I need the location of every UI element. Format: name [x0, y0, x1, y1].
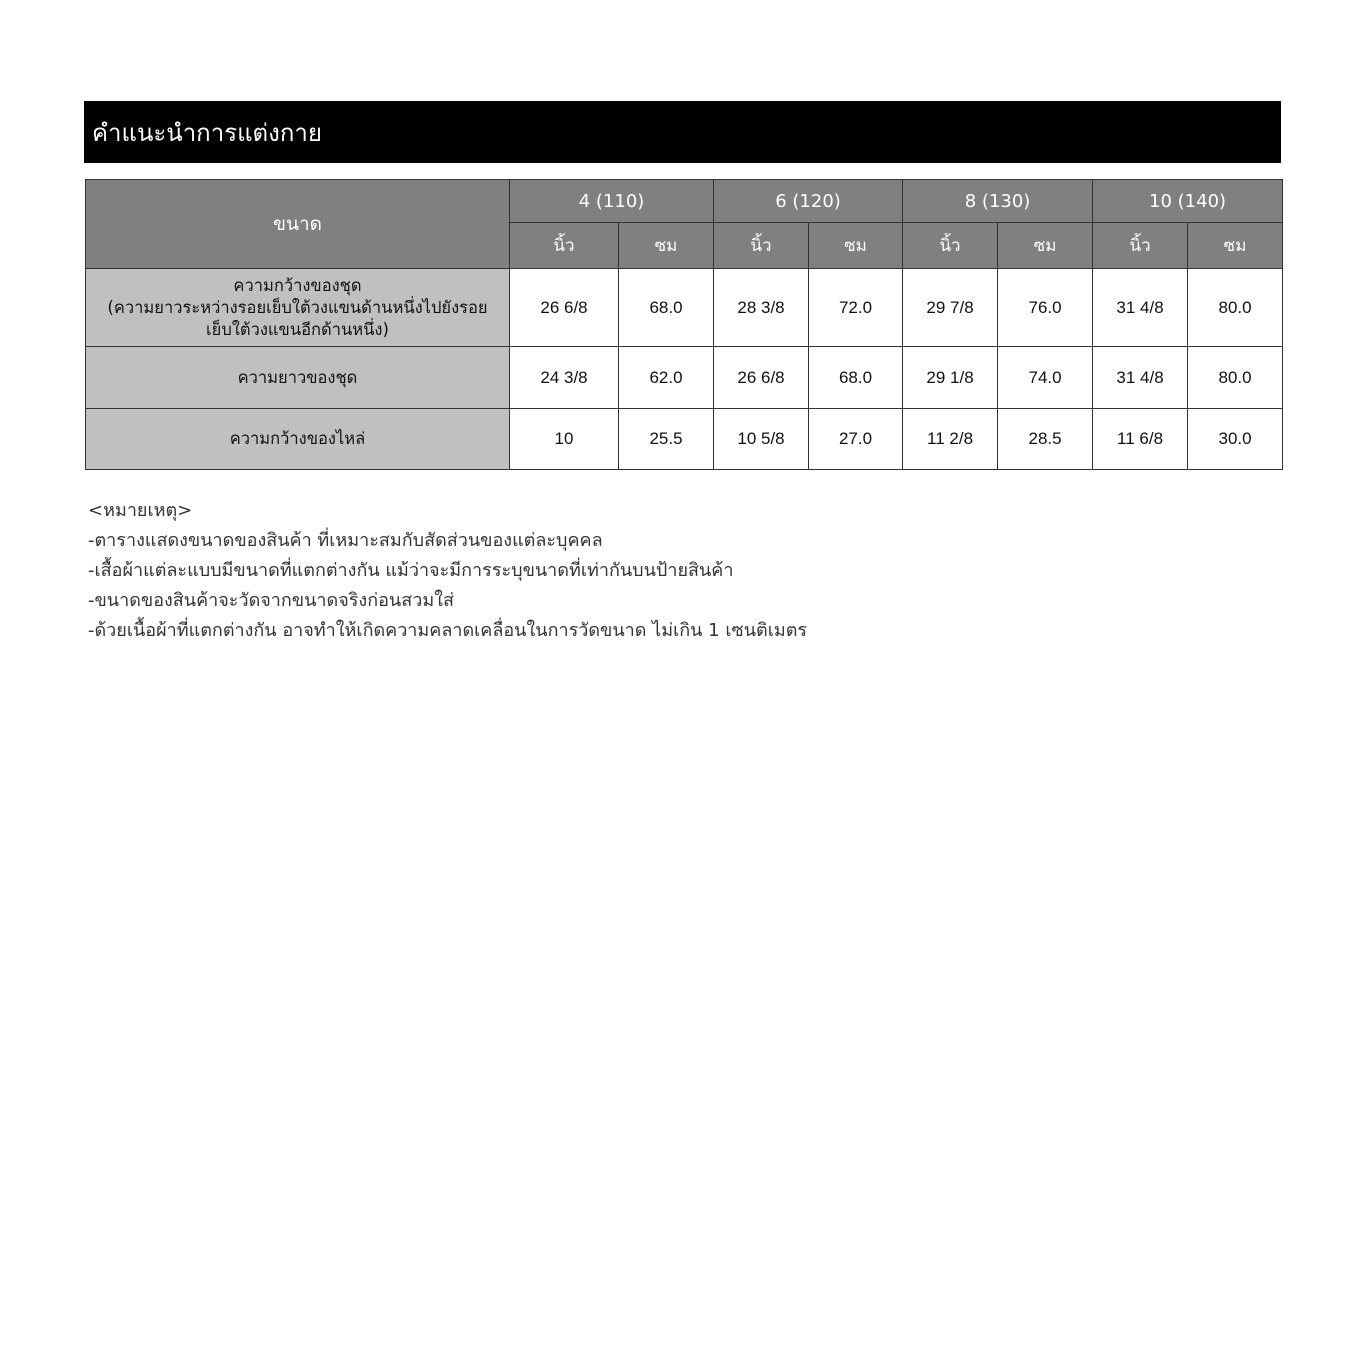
table-cell: 30.0 [1188, 409, 1283, 470]
unit-inch-header: นิ้ว [903, 223, 998, 269]
size-group-header: 10 (140) [1093, 180, 1283, 223]
row-label-dress-width [86, 269, 510, 347]
table-cell: 11 2/8 [903, 409, 998, 470]
table-cell: 10 [510, 409, 619, 470]
table-cell: 28.5 [998, 409, 1093, 470]
notes-heading: <หมายเหตุ> [88, 500, 193, 521]
table-cell: 80.0 [1188, 347, 1283, 409]
unit-cm-header: ซม [809, 223, 903, 269]
size-group-header: 4 (110) [510, 180, 714, 223]
table-cell: 29 1/8 [903, 347, 998, 409]
notes-section [88, 496, 1268, 646]
note-line: -เสื้อผ้าแต่ละแบบมีขนาดที่แตกต่างกัน แม้ว่าจะมีการระบุขนาดที่เท่ากันบนป้ายสินค้า [88, 560, 734, 581]
row-label-line: เย็บใต้วงแขนอีกด้านหนึ่ง) [206, 319, 389, 339]
table-cell: 25.5 [619, 409, 714, 470]
table-cell: 76.0 [998, 269, 1093, 347]
table-row [86, 409, 1283, 470]
table-cell: 29 7/8 [903, 269, 998, 347]
row-label-line: ความยาวของชุด [237, 367, 358, 387]
table-cell: 80.0 [1188, 269, 1283, 347]
table-cell: 68.0 [809, 347, 903, 409]
table-cell: 26 6/8 [714, 347, 809, 409]
unit-inch-header: นิ้ว [1093, 223, 1188, 269]
row-label-dress-length [86, 347, 510, 409]
page-title: คำแนะนำการแต่งกาย [84, 101, 1281, 163]
table-cell: 28 3/8 [714, 269, 809, 347]
table-cell: 11 6/8 [1093, 409, 1188, 470]
table-cell: 62.0 [619, 347, 714, 409]
row-label-line: ความกว้างของไหล่ [229, 429, 366, 448]
size-group-header: 8 (130) [903, 180, 1093, 223]
table-cell: 27.0 [809, 409, 903, 470]
table-cell: 10 5/8 [714, 409, 809, 470]
size-chart-table [85, 179, 1283, 470]
table-row [86, 269, 1283, 347]
table-cell: 74.0 [998, 347, 1093, 409]
unit-cm-header: ซม [1188, 223, 1283, 269]
row-label-line: (ความยาวระหว่างรอยเย็บใต้วงแขนด้านหนึ่งไปยังรอย [107, 297, 488, 317]
table-cell: 68.0 [619, 269, 714, 347]
note-line: -ขนาดของสินค้าจะวัดจากขนาดจริงก่อนสวมใส่ [88, 590, 454, 611]
unit-inch-header: นิ้ว [510, 223, 619, 269]
size-group-header: 6 (120) [714, 180, 903, 223]
note-line: -ด้วยเนื้อผ้าที่แตกต่างกัน อาจทำให้เกิดความคลาดเคลื่อนในการวัดขนาด ไม่เกิน 1 เซนติเมตร [88, 620, 808, 641]
table-cell: 31 4/8 [1093, 269, 1188, 347]
row-label-shoulder-width [86, 409, 510, 470]
note-line: -ตารางแสดงขนาดของสินค้า ที่เหมาะสมกับสัดส่วนของแต่ละบุคคล [88, 530, 603, 551]
size-header: ขนาด [86, 180, 510, 269]
table-cell: 26 6/8 [510, 269, 619, 347]
unit-inch-header: นิ้ว [714, 223, 809, 269]
unit-cm-header: ซม [619, 223, 714, 269]
row-label-line: ความกว้างของชุด [233, 275, 362, 295]
table-cell: 31 4/8 [1093, 347, 1188, 409]
table-cell: 24 3/8 [510, 347, 619, 409]
table-row [86, 347, 1283, 409]
unit-cm-header: ซม [998, 223, 1093, 269]
table-cell: 72.0 [809, 269, 903, 347]
